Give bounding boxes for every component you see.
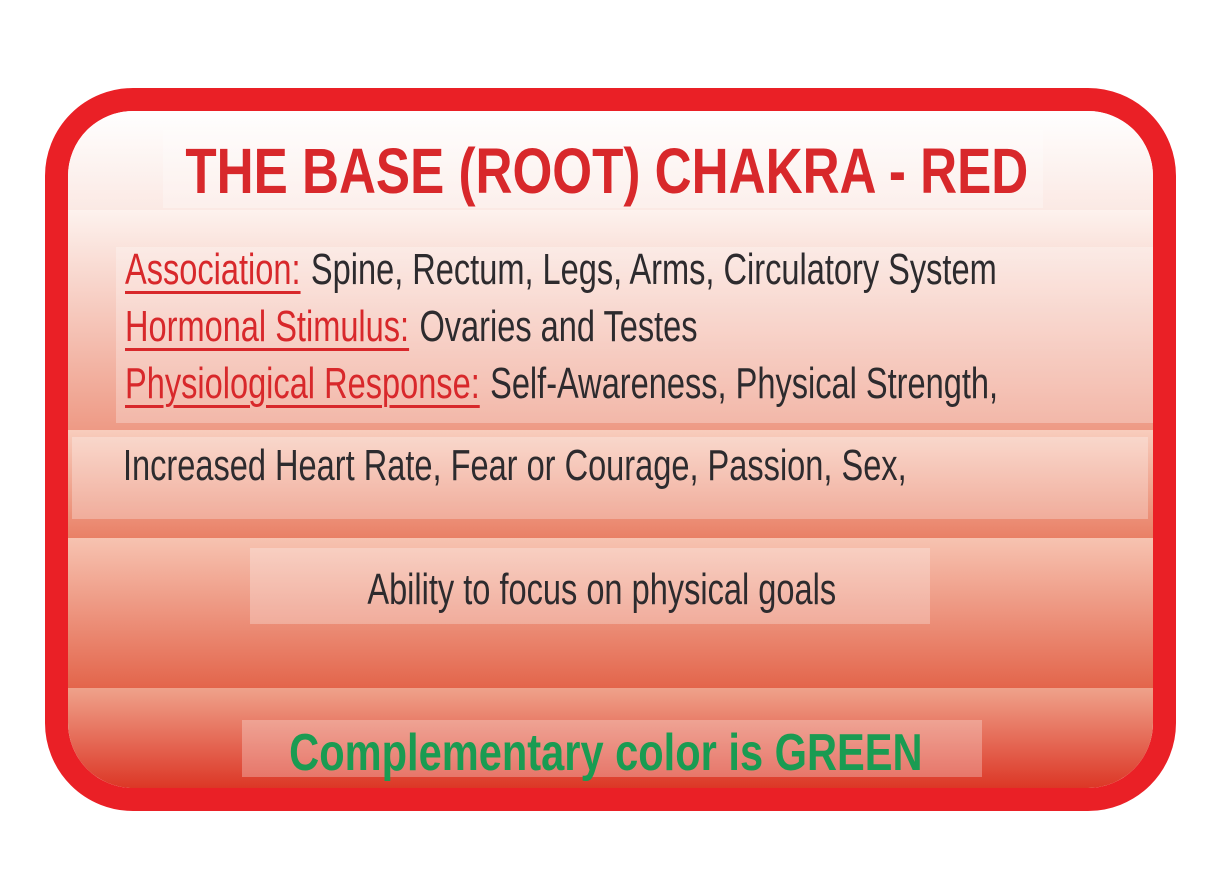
- continuation-row: [123, 440, 1176, 492]
- physiological-value: Self-Awareness, Physical Strength,: [490, 359, 999, 408]
- association-value: Spine, Rectum, Legs, Arms, Circulatory System: [310, 245, 997, 294]
- card-title-text: THE BASE (ROOT) CHAKRA - RED: [185, 135, 1028, 207]
- association-label: Association:: [125, 245, 301, 294]
- complementary-row: [68, 724, 1143, 782]
- association-row: [125, 244, 1176, 296]
- focus-row: [68, 564, 1135, 616]
- chakra-info-card: [45, 88, 1176, 811]
- complementary-text: Complementary color is GREEN: [288, 724, 923, 782]
- continuation-text: Increased Heart Rate, Fear or Courage, Passion, Sex,: [123, 441, 907, 490]
- hormonal-value: Ovaries and Testes: [419, 302, 698, 351]
- physiological-row: [125, 358, 1176, 410]
- hormonal-label: Hormonal Stimulus:: [125, 302, 410, 351]
- card-title: [68, 137, 1145, 205]
- physiological-label: Physiological Response:: [125, 359, 480, 408]
- focus-text: Ability to focus on physical goals: [367, 565, 836, 614]
- hormonal-row: [125, 301, 899, 353]
